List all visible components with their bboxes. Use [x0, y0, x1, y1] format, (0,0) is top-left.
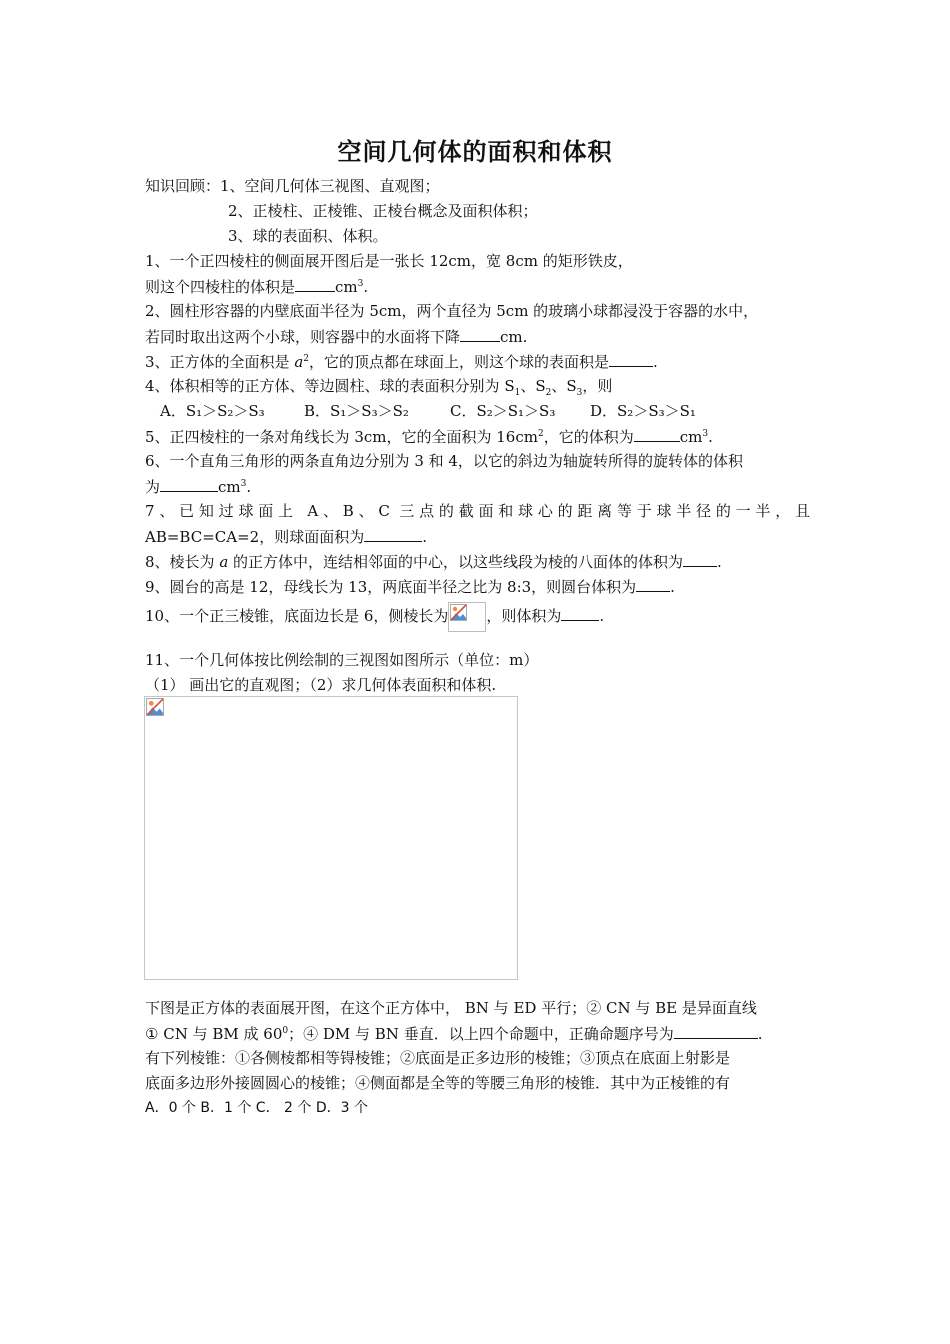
extra-question-1-text-2: ；④ DM 与 BN 垂直．以上四个命题中，正确命题序号为	[288, 1025, 674, 1043]
question-4	[145, 376, 810, 396]
superscript: 0	[282, 1026, 289, 1036]
question-9-text: 9、圆台的高是 12，母线长为 13，两底面半径之比为 8:3，则圆台体积为	[145, 578, 637, 596]
page-title: 空间几何体的面积和体积	[337, 138, 613, 166]
question-3	[145, 351, 810, 372]
three-view-figure-placeholder	[144, 696, 518, 980]
question-9	[145, 576, 810, 597]
superscript: 3	[240, 479, 247, 489]
question-10-text: 10、一个正三棱锥，底面边长是 6，侧棱长为	[145, 607, 449, 625]
question-7-line-1: 7、已知过球面上 A、B、C 三点的截面和球心的距离等于球半径的一半，且	[145, 502, 810, 520]
option-c[interactable]: C．S₂＞S₁＞S₃	[450, 402, 556, 420]
answer-blank-q6[interactable]	[160, 476, 218, 492]
punct: .	[246, 478, 252, 496]
review-item-1: 1、空间几何体三视图、直观图；	[220, 177, 440, 195]
review-item-2: 2、正棱柱、正棱锥、正棱台概念及面积体积；	[228, 202, 538, 220]
question-5-text: 5、正四棱柱的一条对角线长为 3cm，它的全面积为 16cm	[145, 428, 538, 446]
question-2-line-1: 2、圆柱形容器的内壁底面半径为 5cm，两个直径为 5cm 的玻璃小球都浸没于容器的水中，	[145, 302, 759, 320]
option-d[interactable]: D．S₂＞S₃＞S₁	[590, 402, 696, 420]
extra-question-1-text: ① CN 与 BM 成 60	[145, 1025, 283, 1043]
question-6-line-1: 6、一个直角三角形的两条直角边分别为 3 和 4，以它的斜边为轴旋转所得的旋转体的体积	[145, 452, 743, 470]
punct: .	[599, 607, 605, 625]
question-1-text: 则这个四棱柱的体积是	[145, 278, 296, 296]
answer-blank-q3[interactable]	[609, 351, 653, 367]
answer-blank-q1[interactable]	[295, 276, 335, 292]
answer-blank-q9[interactable]	[636, 576, 670, 592]
question-1-line-1: 1、一个正四棱柱的侧面展开图后是一张长 12cm，宽 8cm 的矩形铁皮，	[145, 252, 633, 270]
unit-text: cm.	[500, 328, 528, 346]
superscript: 2	[303, 354, 309, 364]
superscript: 3	[702, 429, 709, 439]
broken-image-icon	[448, 602, 486, 632]
review-label: 知识回顾：	[145, 177, 221, 195]
answer-blank-q8[interactable]	[683, 551, 717, 567]
superscript: 2	[537, 429, 544, 439]
option-b[interactable]: B．S₁＞S₃＞S₂	[304, 402, 409, 420]
question-7-line-2	[145, 526, 810, 547]
extra-question-2-line-2: 底面多边形外接圆圆心的棱锥；④侧面都是全等的等腰三角形的棱锥．其中为正棱锥的有	[145, 1074, 731, 1092]
variable-a: a	[294, 353, 304, 371]
punct: .	[757, 1025, 763, 1043]
sep: 、S	[520, 377, 546, 395]
answer-blank-q2[interactable]	[460, 326, 500, 342]
review-line-1	[145, 176, 810, 196]
unit-text: cm	[218, 478, 241, 496]
question-4-end: ，则	[582, 377, 613, 395]
question-8-text: 8、棱长为	[145, 553, 220, 571]
punct: .	[363, 278, 369, 296]
review-item-3: 3、球的表面积、体积。	[228, 227, 388, 245]
extra-question-2-line-1: 有下列棱锥：①各侧棱都相等锝棱锥；②底面是正多边形的棱锥；③顶点在底面上射影是	[145, 1049, 731, 1067]
subscript: 1	[514, 388, 521, 398]
answer-blank-extra-1[interactable]	[674, 1023, 758, 1039]
question-3-text-2: ，它的顶点都在球面上，则这个球的表面积是	[309, 353, 610, 371]
review-line-2	[228, 201, 893, 221]
question-11-line-2: （1） 画出它的直观图；（2）求几何体表面积和体积.	[145, 676, 497, 694]
broken-image-icon	[146, 698, 164, 716]
sep: 、S	[551, 377, 577, 395]
question-10	[145, 602, 810, 632]
question-4-text: 4、体积相等的正方体、等边圆柱、球的表面积分别为 S	[145, 377, 515, 395]
extra-question-1-line-1: 下图是正方体的表面展开图，在这个正方体中， BN 与 ED 平行；② CN 与 BE 是异面直线	[145, 999, 757, 1017]
question-5	[145, 426, 810, 447]
unit-text: cm	[335, 278, 358, 296]
question-6-text: 为	[145, 478, 161, 496]
answer-blank-q5[interactable]	[634, 426, 680, 442]
punct: .	[670, 578, 675, 596]
extra-question-2-options: A．0 个 B．1 个 C． 2 个 D．3 个	[145, 1100, 368, 1116]
question-10-text-2: ，则体积为	[486, 607, 562, 625]
question-5-text-2: ，它的体积为	[543, 428, 634, 446]
option-a[interactable]: A．S₁＞S₂＞S₃	[160, 402, 265, 420]
question-6-line-2	[145, 476, 810, 497]
question-7-text: AB=BC=CA=2，则球面面积为	[145, 528, 365, 546]
superscript: 3	[357, 279, 364, 289]
extra-question-1-line-2	[145, 1023, 810, 1044]
punct: .	[708, 428, 713, 446]
question-2-line-2	[145, 326, 810, 347]
unit-text: cm	[679, 428, 703, 446]
subscript: 2	[545, 388, 552, 398]
punct: .	[422, 528, 427, 546]
punct: .	[717, 553, 722, 571]
question-8	[145, 551, 810, 572]
subscript: 3	[576, 388, 583, 398]
answer-blank-q7[interactable]	[364, 526, 422, 542]
punct: .	[653, 353, 658, 371]
review-line-3	[228, 226, 893, 246]
question-11-line-1: 11、一个几何体按比例绘制的三视图如图所示（单位：m）	[145, 651, 539, 669]
variable-a: a	[219, 553, 229, 571]
question-1-line-2	[145, 276, 810, 297]
answer-blank-q10[interactable]	[561, 605, 599, 621]
question-2-text: 若同时取出这两个小球，则容器中的水面将下降	[145, 328, 461, 346]
question-3-text: 3、正方体的全面积是	[145, 353, 295, 371]
question-8-text-2: 的正方体中，连结相邻面的中心，以这些线段为棱的八面体的体积为	[228, 553, 684, 571]
